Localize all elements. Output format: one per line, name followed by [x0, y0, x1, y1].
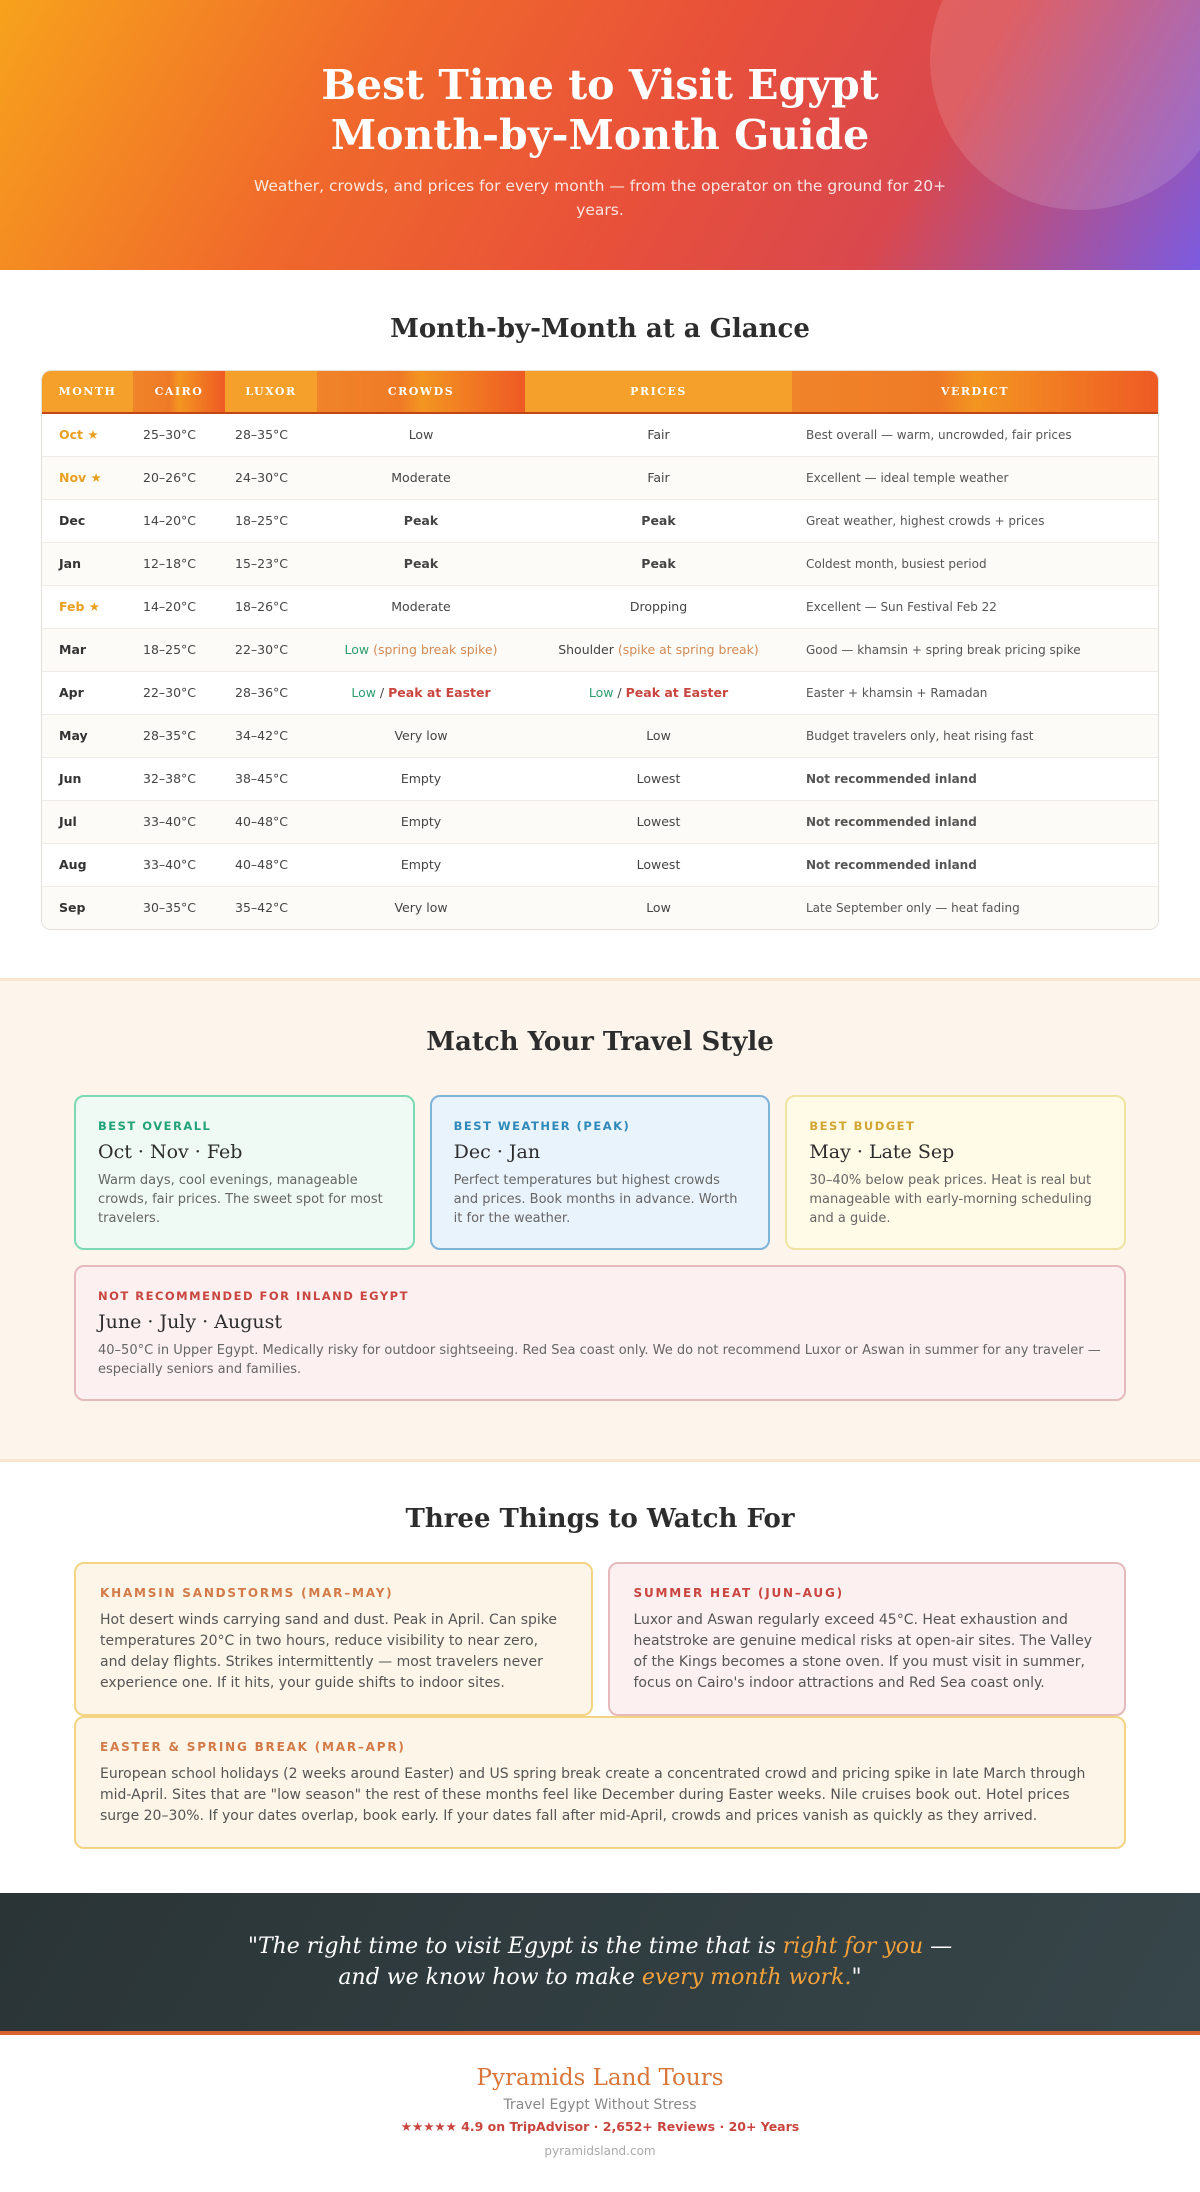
table-row: [42, 757, 1158, 800]
luxor-cell: 38–45°C: [225, 757, 317, 800]
crowds-cell: [317, 671, 525, 714]
website-link[interactable]: pyramidsland.com: [544, 2144, 656, 2158]
card-heading: Oct · Nov · Feb: [98, 1141, 243, 1163]
quote-part: and we know how to make: [338, 1965, 642, 1990]
table-header-row: [42, 371, 1158, 413]
watch-card-label: KHAMSIN SANDSTORMS (MAR–MAY): [100, 1586, 394, 1600]
header-prices: PRICES: [525, 371, 792, 413]
title-line-2: Month-by-Month Guide: [330, 111, 870, 159]
header-verdict: VERDICT: [792, 371, 1158, 413]
glance-section: [0, 270, 1200, 978]
brand-name: Pyramids Land Tours: [476, 2065, 724, 2091]
card-label: BEST BUDGET: [809, 1119, 916, 1133]
prices-peak: Peak at Easter: [625, 685, 729, 700]
header-cairo: CAIRO: [133, 371, 225, 413]
month-cell: Jun: [42, 757, 133, 800]
cairo-cell: 14–20°C: [133, 585, 225, 628]
month-cell: Nov ★: [42, 456, 133, 499]
prices-cell: Peak: [525, 499, 792, 542]
month-cell: Jul: [42, 800, 133, 843]
card-heading: June · July · August: [98, 1311, 282, 1333]
luxor-cell: 18–26°C: [225, 585, 317, 628]
verdict-cell: Great weather, highest crowds + prices: [792, 499, 1158, 542]
watch-card-description: Hot desert winds carrying sand and dust. Peak in April. Can spike temperatures 20°C in two hours, reduce visibility to near zero, and delay flights. Strikes intermittently — most travelers never experience one. If it hits, your guide shifts to indoor sites.: [100, 1612, 557, 1691]
card-best-weather: [430, 1095, 771, 1250]
cairo-cell: 22–30°C: [133, 671, 225, 714]
card-not-recommended: [74, 1265, 1126, 1401]
prices-cell: Lowest: [525, 843, 792, 886]
watch-card-label: SUMMER HEAT (JUN–AUG): [633, 1586, 844, 1600]
card-heading: May · Late Sep: [809, 1141, 955, 1163]
crowds-cell: Peak: [317, 542, 525, 585]
watch-for-title: Three Things to Watch For: [405, 1504, 795, 1534]
header-crowds: CROWDS: [317, 371, 525, 413]
month-cell: Feb ★: [42, 585, 133, 628]
header-luxor: LUXOR: [225, 371, 317, 413]
verdict-cell: Excellent — ideal temple weather: [792, 456, 1158, 499]
crowds-cell: Empty: [317, 843, 525, 886]
rating-line: ★★★★★ 4.9 on TripAdvisor · 2,652+ Reviews · 20+ Years: [400, 2119, 800, 2134]
crowds-cell: Empty: [317, 757, 525, 800]
luxor-cell: 18–25°C: [225, 499, 317, 542]
prices-cell: [525, 671, 792, 714]
watch-card-summer-heat: [608, 1562, 1127, 1716]
luxor-cell: 15–23°C: [225, 542, 317, 585]
prices-value: Low: [588, 685, 614, 700]
quote-highlight: right for you: [782, 1934, 924, 1959]
card-description: Warm days, cool evenings, manageable crowds, fair prices. The sweet spot for most travelers.: [98, 1173, 383, 1226]
crowds-cell: Low: [317, 413, 525, 456]
verdict-cell: Budget travelers only, heat rising fast: [792, 714, 1158, 757]
crowds-note: (spring break spike): [369, 642, 498, 657]
verdict-cell: Not recommended inland: [792, 757, 1158, 800]
quote-text: [0, 1931, 1200, 1993]
quote-highlight: every month work.: [641, 1965, 852, 1990]
card-heading: Dec · Jan: [453, 1141, 541, 1163]
quote-banner: [0, 1893, 1200, 2035]
footer: [0, 2035, 1200, 2168]
table-row: [42, 671, 1158, 714]
table-row: [42, 628, 1158, 671]
cairo-cell: 33–40°C: [133, 800, 225, 843]
prices-value: Shoulder: [558, 642, 614, 657]
crowds-cell: Moderate: [317, 456, 525, 499]
luxor-cell: 28–35°C: [225, 413, 317, 456]
crowds-peak: Peak at Easter: [388, 685, 491, 700]
cairo-cell: 33–40°C: [133, 843, 225, 886]
crowds-cell: Very low: [317, 886, 525, 929]
verdict-cell: Best overall — warm, uncrowded, fair prices: [792, 413, 1158, 456]
month-cell: Mar: [42, 628, 133, 671]
prices-cell: Dropping: [525, 585, 792, 628]
watch-card-description: European school holidays (2 weeks around Easter) and US spring break create a concentrated crowd and pricing spike in late March through mid-April. Sites that are "low season" the rest of these months feel like December during Easter weeks. Nile cruises book out. Hotel prices surge 20–30%. If your dates overlap, book early. If your dates fall after mid-April, crowds and prices vanish as quickly as they arrived.: [100, 1766, 1086, 1824]
cairo-cell: 28–35°C: [133, 714, 225, 757]
table-row: [42, 843, 1158, 886]
crowds-separator: /: [375, 685, 389, 700]
hero-banner: [0, 0, 1200, 270]
verdict-cell: Coldest month, busiest period: [792, 542, 1158, 585]
table-row: [42, 413, 1158, 456]
luxor-cell: 28–36°C: [225, 671, 317, 714]
prices-cell: Low: [525, 886, 792, 929]
crowds-cell: Very low: [317, 714, 525, 757]
table-row: [42, 800, 1158, 843]
verdict-cell: Late September only — heat fading: [792, 886, 1158, 929]
card-description: 30–40% below peak prices. Heat is real but manageable with early-morning scheduling and a guide.: [809, 1173, 1092, 1226]
cairo-cell: 12–18°C: [133, 542, 225, 585]
prices-cell: Peak: [525, 542, 792, 585]
page-title: [0, 0, 1200, 160]
cairo-cell: 30–35°C: [133, 886, 225, 929]
prices-separator: /: [613, 685, 626, 700]
prices-cell: Lowest: [525, 800, 792, 843]
luxor-cell: 24–30°C: [225, 456, 317, 499]
luxor-cell: 22–30°C: [225, 628, 317, 671]
table-row: [42, 456, 1158, 499]
card-label: BEST OVERALL: [98, 1119, 212, 1133]
travel-style-cards: [74, 1095, 1126, 1250]
month-cell: Oct ★: [42, 413, 133, 456]
month-cell: Sep: [42, 886, 133, 929]
card-description: Perfect temperatures but highest crowds and prices. Book months in advance. Worth it for the weather.: [453, 1173, 738, 1226]
glance-title: Month-by-Month at a Glance: [390, 314, 810, 344]
prices-cell: Fair: [525, 456, 792, 499]
crowds-cell: Empty: [317, 800, 525, 843]
watch-card-easter: [74, 1716, 1126, 1849]
prices-note: (spike at spring break): [613, 642, 759, 657]
quote-part: —: [923, 1934, 953, 1959]
crowds-cell: [317, 628, 525, 671]
prices-cell: Low: [525, 714, 792, 757]
cairo-cell: 32–38°C: [133, 757, 225, 800]
watch-for-section: [0, 1462, 1200, 1893]
header-month: MONTH: [42, 371, 133, 413]
prices-cell: Fair: [525, 413, 792, 456]
table-row: [42, 499, 1158, 542]
card-label: NOT RECOMMENDED FOR INLAND EGYPT: [98, 1289, 409, 1303]
luxor-cell: 40–48°C: [225, 843, 317, 886]
watch-card-label: EASTER & SPRING BREAK (MAR–APR): [100, 1740, 406, 1754]
cairo-cell: 25–30°C: [133, 413, 225, 456]
month-cell: May: [42, 714, 133, 757]
travel-style-section: [0, 978, 1200, 1462]
table-row: [42, 585, 1158, 628]
watch-card-description: Luxor and Aswan regularly exceed 45°C. Heat exhaustion and heatstroke are genuine medical risks at open-air sites. The Valley of the Kings becomes a stone oven. If you must visit in summer, focus on Cairo's indoor attractions and Red Sea coast only.: [633, 1612, 1093, 1691]
month-cell: Aug: [42, 843, 133, 886]
quote-part: "The right time to visit Egypt is the time that is: [247, 1934, 783, 1959]
verdict-cell: Excellent — Sun Festival Feb 22: [792, 585, 1158, 628]
card-description: 40–50°C in Upper Egypt. Medically risky for outdoor sightseeing. Red Sea coast only. We do not recommend Luxor or Aswan in summer for any traveler — especially seniors and families.: [98, 1343, 1101, 1377]
table-row: [42, 714, 1158, 757]
table-row: [42, 886, 1158, 929]
prices-cell: [525, 628, 792, 671]
crowds-value: Low: [344, 642, 370, 657]
quote-part: ": [851, 1965, 862, 1990]
crowds-cell: Peak: [317, 499, 525, 542]
verdict-cell: Not recommended inland: [792, 800, 1158, 843]
crowds-value: Low: [351, 685, 376, 700]
brand-tagline: Travel Egypt Without Stress: [503, 2097, 697, 2113]
cairo-cell: 20–26°C: [133, 456, 225, 499]
cairo-cell: 14–20°C: [133, 499, 225, 542]
prices-cell: Lowest: [525, 757, 792, 800]
table-row: [42, 542, 1158, 585]
verdict-cell: Not recommended inland: [792, 843, 1158, 886]
verdict-cell: Easter + khamsin + Ramadan: [792, 671, 1158, 714]
title-line-1: Best Time to Visit Egypt: [321, 61, 879, 109]
verdict-cell: Good — khamsin + spring break pricing spike: [792, 628, 1158, 671]
card-best-overall: [74, 1095, 415, 1250]
luxor-cell: 35–42°C: [225, 886, 317, 929]
watch-card-khamsin: [74, 1562, 593, 1716]
cairo-cell: 18–25°C: [133, 628, 225, 671]
hero-subtitle: Weather, crowds, and prices for every month — from the operator on the ground for 20+ years.: [253, 177, 947, 219]
month-table: [41, 370, 1159, 930]
luxor-cell: 40–48°C: [225, 800, 317, 843]
month-cell: Jan: [42, 542, 133, 585]
luxor-cell: 34–42°C: [225, 714, 317, 757]
month-cell: Dec: [42, 499, 133, 542]
travel-style-title: Match Your Travel Style: [426, 1027, 774, 1057]
card-label: BEST WEATHER (PEAK): [453, 1119, 631, 1133]
month-cell: Apr: [42, 671, 133, 714]
card-best-budget: [785, 1095, 1126, 1250]
crowds-cell: Moderate: [317, 585, 525, 628]
